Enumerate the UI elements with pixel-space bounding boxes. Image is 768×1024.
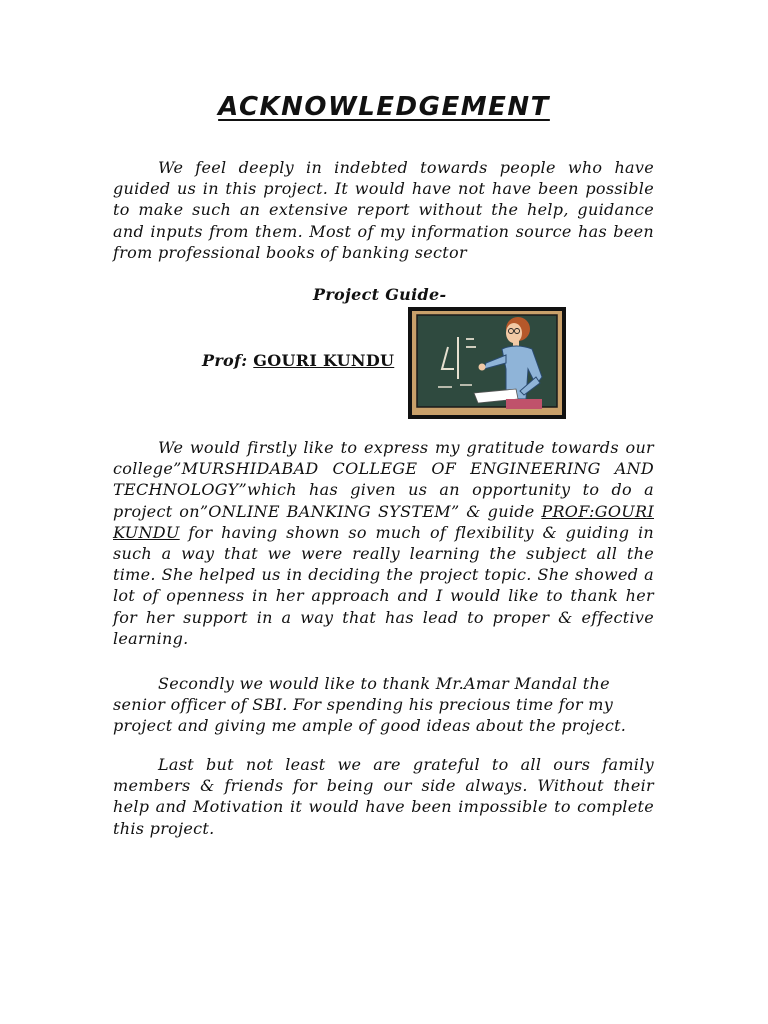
- guide-name-line: [202, 351, 394, 370]
- closing-paragraph: [113, 754, 654, 839]
- thanks-paragraph: [113, 673, 654, 737]
- teacher-at-chalkboard-icon: [408, 307, 566, 419]
- project-guide-label: Project Guide-: [313, 285, 447, 304]
- closing-paragraph-text: Last but not least we are grateful to all ours family members & friends for being our side always. Without their help and Motivation it would have been impossible to complete this project.: [113, 755, 654, 838]
- gratitude-text-before: We would firstly like to express my gratitude towards our college”MURSHIDABAD COLLEGE OF ENGINEERING AND TECHNOLOGY”which has given us an opportunity to do a project on”ONLINE BANKING SYSTEM” & guide: [113, 438, 654, 521]
- intro-paragraph: [113, 157, 654, 263]
- guide-name-underlined: PROF:GOURI KUNDU: [113, 501, 654, 542]
- gratitude-text-after: for having shown so much of flexibility & guiding in such a way that we were really learning the subject all the time. She helped us in deciding the project topic. She showed a lot of openness in her approach and I would like to thank her for her support in a way that has lead to proper & effective learning.: [113, 522, 654, 648]
- guide-prefix: Prof:: [202, 351, 248, 370]
- thanks-paragraph-text: Secondly we would like to thank Mr.Amar Mandal the senior officer of SBI. For spending his precious time for my project and giving me ample of good ideas about the project.: [113, 674, 627, 736]
- guide-name: GOURI KUNDU: [253, 351, 395, 370]
- gratitude-paragraph: [113, 437, 654, 649]
- intro-paragraph-text: We feel deeply in indebted towards people who have guided us in this project. It would have not have been possible to make such an extensive report without the help, guidance and inputs from them. Most of my information source has been from professional books of banking sector: [113, 158, 654, 262]
- page-title: ACKNOWLEDGEMENT: [218, 92, 550, 122]
